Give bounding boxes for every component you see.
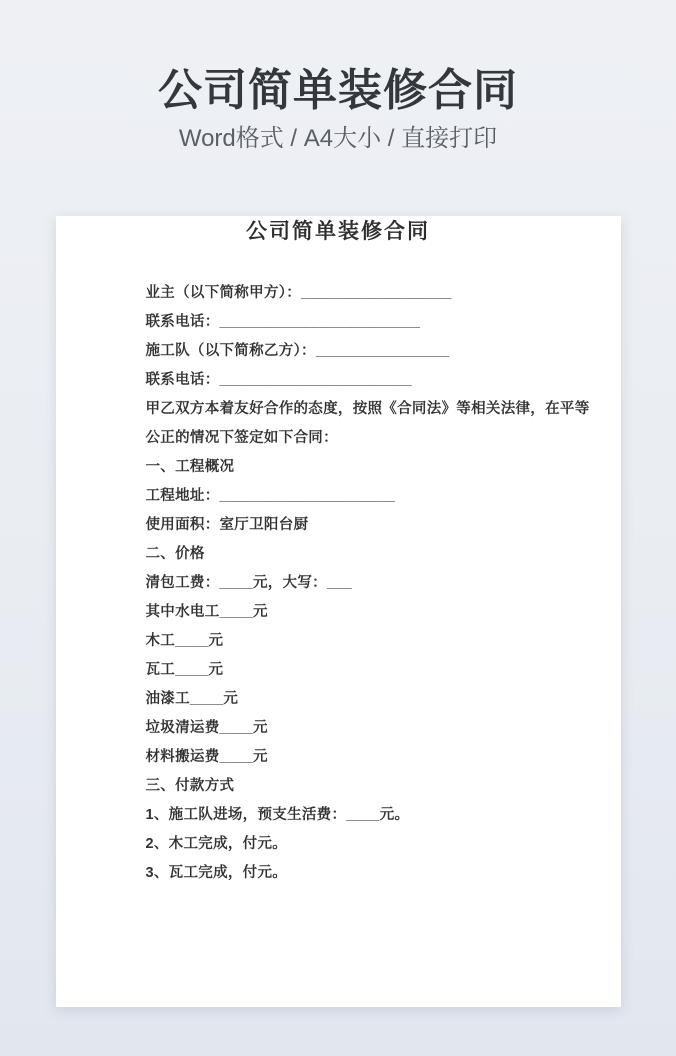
- document-line-project-address: 工程地址：_____________________: [145, 488, 396, 504]
- document-line-plumbing-electric-fee: 其中水电工____元: [145, 604, 268, 620]
- document-line-labor-fee: 清包工费：____元，大写：___: [145, 575, 353, 591]
- document-section-2-heading: 二、价格: [145, 546, 205, 562]
- document-line-payment-2: 2、木工完成，付元。: [145, 836, 288, 852]
- document-line-carpentry-fee: 木工____元: [145, 633, 224, 649]
- document-line-owner: 业主（以下简称甲方）：__________________: [145, 285, 452, 301]
- banner-title: 公司简单装修合同: [158, 66, 518, 115]
- document-line-preamble-1: 甲乙双方本着友好合作的态度，按照《合同法》等相关法律，在平等: [145, 401, 590, 417]
- document-page: [56, 216, 621, 1007]
- banner-subtitle: Word格式 / A4大小 / 直接打印: [178, 125, 498, 152]
- document-line-usable-area: 使用面积：室厅卫阳台厨: [145, 517, 309, 533]
- document-line-payment-3: 3、瓦工完成，付元。: [145, 865, 288, 881]
- document-line-garbage-removal-fee: 垃圾清运费____元: [145, 720, 268, 736]
- document-line-painting-fee: 油漆工____元: [145, 691, 239, 707]
- document-section-1-heading: 一、工程概况: [145, 459, 235, 475]
- document-line-contractor: 施工队（以下简称乙方）：________________: [145, 343, 450, 359]
- document-line-preamble-2: 公正的情况下签定如下合同：: [145, 430, 338, 446]
- document-line-owner-phone: 联系电话：________________________: [145, 314, 421, 330]
- document-title: 公司简单装修合同: [246, 220, 430, 243]
- document-line-contractor-phone: 联系电话：_______________________: [145, 372, 412, 388]
- banner: [0, 0, 676, 154]
- document-section-3-heading: 三、付款方式: [145, 778, 235, 794]
- document-body: [56, 279, 621, 888]
- document-line-material-handling-fee: 材料搬运费____元: [145, 749, 268, 765]
- document-line-payment-1: 1、施工队进场，预支生活费：____元。: [145, 807, 410, 823]
- document-line-masonry-fee: 瓦工____元: [145, 662, 224, 678]
